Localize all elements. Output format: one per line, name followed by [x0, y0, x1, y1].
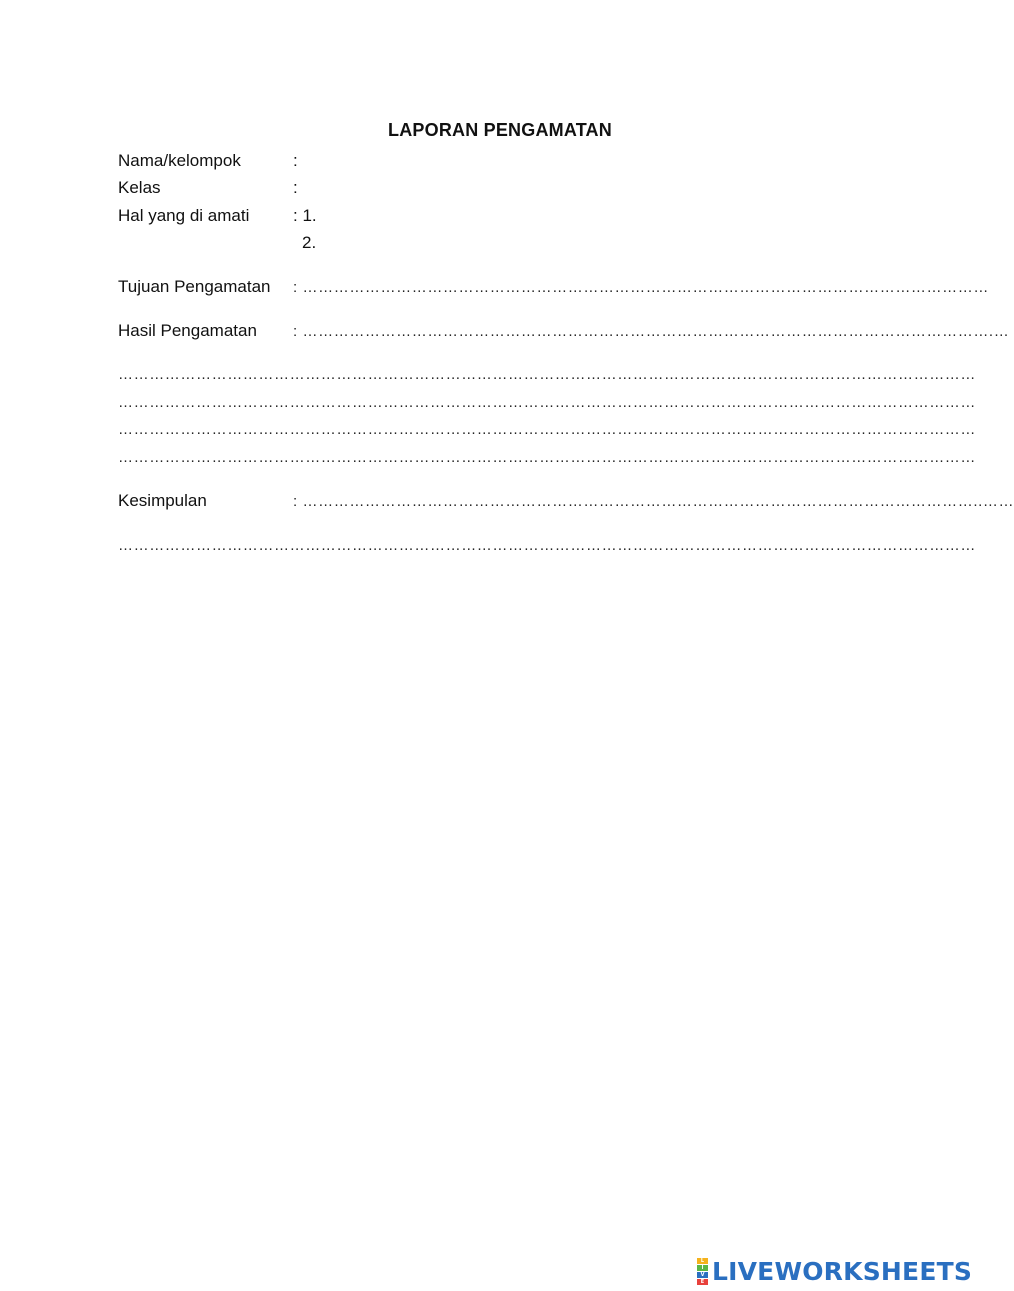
logo-blocks-icon — [697, 1258, 708, 1285]
logo-block-e: E — [697, 1279, 708, 1285]
hal-item-2: 2. — [302, 233, 317, 252]
kesimpulan-line: : …………………………………………………………………………………………………………………..…… — [293, 493, 1014, 510]
hasil-line-3: ………………………………………………………………………………………………………………………………………………… — [118, 421, 976, 438]
kesimpulan-extra-line: ………………………………………………………………………………………………………………………………………………… — [118, 537, 976, 554]
kelas-label: Kelas — [118, 178, 161, 197]
logo-text: LIVEWORKSHEETS — [712, 1256, 973, 1286]
hal-yang-diamati-label: Hal yang di amati — [118, 206, 250, 225]
kelas-colon: : — [293, 178, 298, 197]
hasil-line-2: ………………………………………………………………………………………………………………………………………………… — [118, 394, 976, 411]
hasil-line-4: ………………………………………………………………………………………………………………………………………………… — [118, 449, 976, 466]
nama-kelompok-label: Nama/kelompok — [118, 151, 241, 170]
hasil-line-1: ………………………………………………………………………………………………………………………………………………… — [118, 366, 976, 383]
hal-item-1: : 1. — [293, 206, 317, 225]
kesimpulan-label: Kesimpulan — [118, 491, 207, 510]
logo-block-l: L — [697, 1258, 708, 1264]
nama-kelompok-colon: : — [293, 151, 298, 170]
hasil-pengamatan-line: : …………………………………………………………………………………………………………………….… — [293, 323, 1010, 340]
page-title: LAPORAN PENGAMATAN — [388, 120, 612, 140]
tujuan-pengamatan-line: : …………………………………………………………………………………………………………………… — [293, 279, 989, 296]
logo-block-i: I — [697, 1265, 708, 1271]
tujuan-pengamatan-label: Tujuan Pengamatan — [118, 277, 271, 296]
logo-block-v: V — [697, 1272, 708, 1278]
hasil-pengamatan-label: Hasil Pengamatan — [118, 321, 257, 340]
liveworksheets-logo — [697, 1257, 972, 1285]
